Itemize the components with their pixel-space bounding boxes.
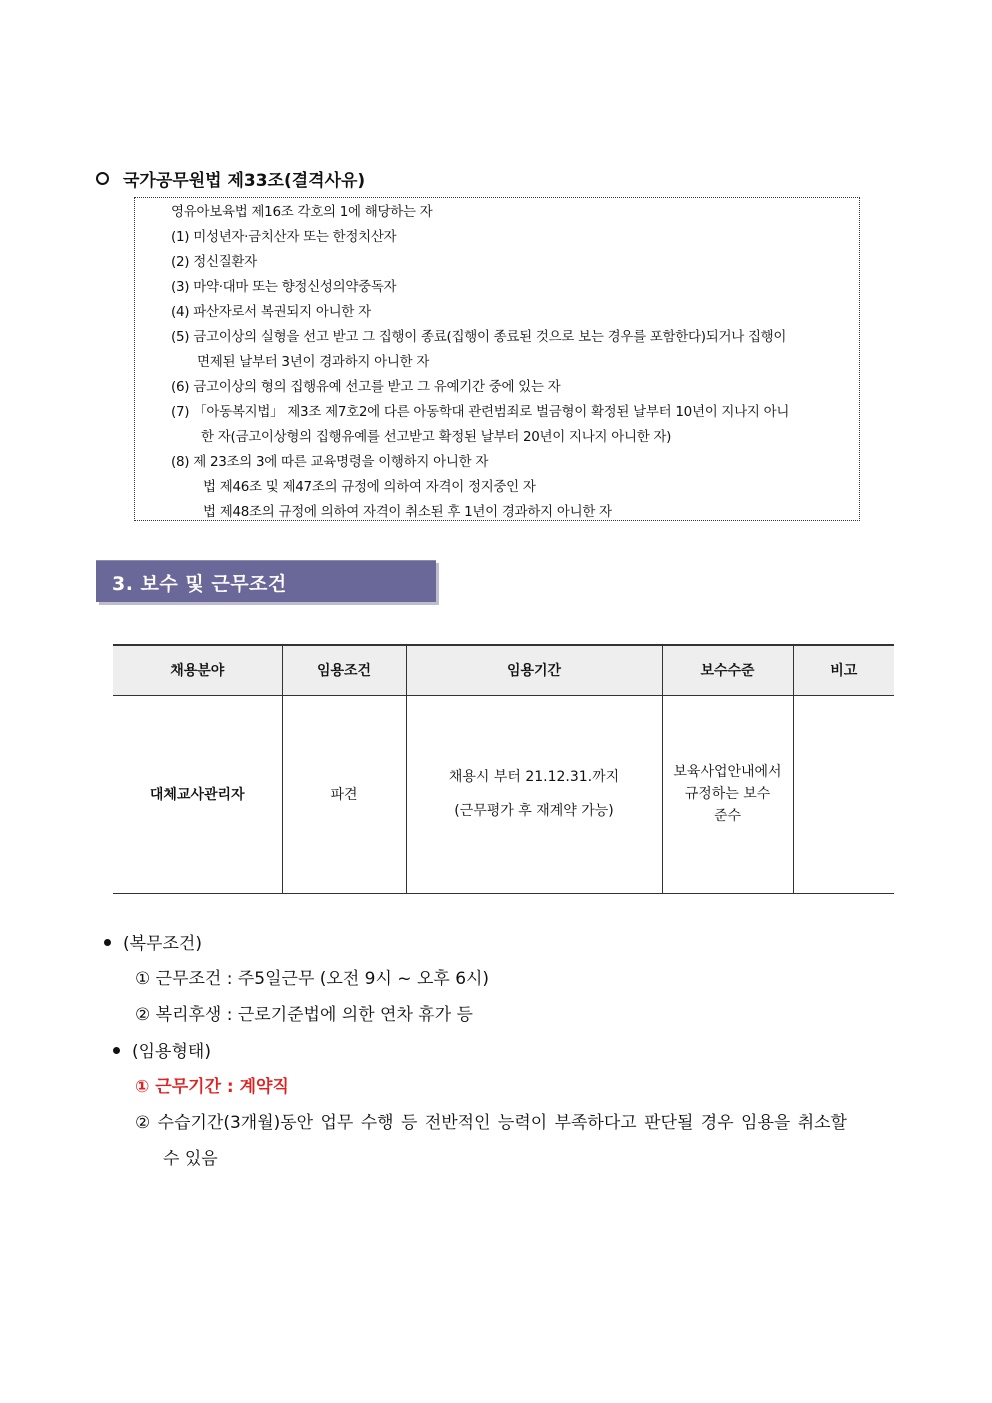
table-header: 비고 bbox=[793, 645, 894, 695]
box-item-7: (7) 「아동복지법」 제3조 제7호2에 다른 아동학대 관련범죄로 벌금형이 확정된 날부터 10년이 지나지 아니 bbox=[171, 404, 790, 420]
employment-type-title: (임용형태) bbox=[113, 1037, 211, 1062]
box-item-4: (4) 파산자로서 복권되지 아니한 자 bbox=[171, 304, 371, 320]
box-item-6: (6) 금고이상의 형의 집행유예 선고를 받고 그 유예기간 중에 있는 자 bbox=[171, 379, 561, 395]
box-intro: 영유아보육법 제16조 각호의 1에 해당하는 자 bbox=[171, 204, 433, 220]
box-item-law48: 법 제48조의 규정에 의하여 자격이 취소된 후 1년이 경과하지 아니한 자 bbox=[203, 504, 612, 520]
box-item-5-cont: 면제된 날부터 3년이 경과하지 아니한 자 bbox=[197, 354, 430, 370]
box-item-2: (2) 정신질환자 bbox=[171, 254, 257, 270]
section-heading bbox=[96, 166, 365, 191]
employment-item-1: ① 근무기간 : 계약직 bbox=[135, 1077, 289, 1097]
pay-line-1: 보육사업안내에서 bbox=[673, 764, 782, 780]
disqualification-box bbox=[134, 197, 860, 521]
table-header-row bbox=[113, 645, 894, 695]
employment-item-2: ② 수습기간(3개월)동안 업무 수행 등 전반적인 능력이 부족하다고 판단될 경우 임용을 취소할 bbox=[135, 1113, 847, 1133]
cell-condition: 파견 bbox=[282, 695, 406, 893]
circle-bullet-icon bbox=[96, 172, 109, 185]
box-item-8: (8) 제 23조의 3에 따른 교육명령을 이행하지 아니한 자 bbox=[171, 454, 489, 470]
section-banner-title: 3. 보수 및 근무조건 bbox=[112, 573, 287, 595]
pay-line-2: 규정하는 보수 bbox=[684, 786, 771, 802]
section-banner bbox=[96, 560, 436, 602]
employment-item-2-cont: 수 있음 bbox=[163, 1149, 218, 1169]
box-item-3: (3) 마약·대마 또는 향정신성의약중독자 bbox=[171, 279, 397, 295]
table-header: 채용분야 bbox=[113, 645, 282, 695]
box-item-5: (5) 금고이상의 실형을 선고 받고 그 집행이 종료(집행이 종료된 것으로 보는 경우를 포함한다)되거나 집행이 bbox=[171, 329, 787, 345]
period-line-2: (근무평가 후 재계약 가능) bbox=[454, 803, 614, 819]
section-heading-text: 국가공무원법 제33조(결격사유) bbox=[123, 171, 366, 191]
table-header: 임용조건 bbox=[282, 645, 406, 695]
box-item-law46: 법 제46조 및 제47조의 규정에 의하여 자격이 정지중인 자 bbox=[203, 479, 536, 495]
service-conditions-title: (복무조건) bbox=[104, 929, 202, 954]
table-header: 보수수준 bbox=[662, 645, 793, 695]
service-item-2: ② 복리후생 : 근로기준법에 의한 연차 휴가 등 bbox=[135, 1005, 473, 1025]
bullet-dot-icon bbox=[113, 1047, 120, 1054]
cell-period bbox=[406, 695, 662, 893]
cell-field: 대체교사관리자 bbox=[113, 695, 282, 893]
service-item-1: ① 근무조건 : 주5일근무 (오전 9시 ~ 오후 6시) bbox=[135, 969, 490, 989]
period-line-1: 채용시 부터 21.12.31.까지 bbox=[448, 769, 620, 785]
table-row bbox=[113, 695, 894, 893]
box-item-7-cont: 한 자(금고이상형의 집행유예를 선고받고 확정된 날부터 20년이 지나지 아니한 자) bbox=[201, 429, 672, 445]
box-item-1: (1) 미성년자·금치산자 또는 한정치산자 bbox=[171, 229, 397, 245]
pay-table bbox=[113, 644, 894, 894]
cell-note bbox=[793, 695, 894, 893]
pay-line-3: 준수 bbox=[713, 808, 742, 824]
table-header: 임용기간 bbox=[406, 645, 662, 695]
bullet-dot-icon bbox=[104, 939, 111, 946]
cell-pay bbox=[662, 695, 793, 893]
